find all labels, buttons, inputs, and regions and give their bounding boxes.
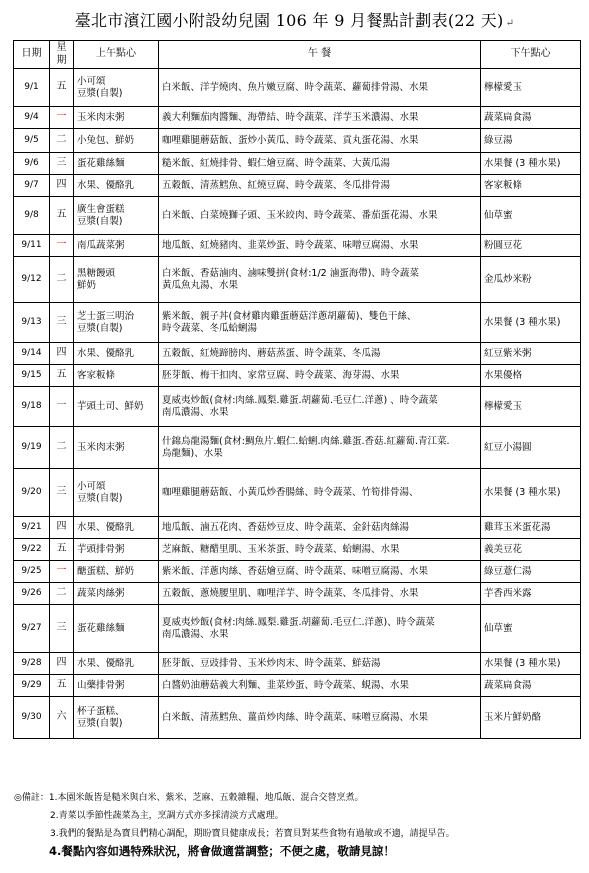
cell-am-snack — [74, 343, 159, 365]
cell-pm-snack — [481, 257, 581, 303]
cell-lunch — [159, 343, 481, 365]
cell-am-snack — [74, 539, 159, 561]
cell-lunch — [159, 675, 481, 697]
cell-lunch-line: 咖哩雞腿蘑菇飯、蛋炒小黃瓜、時令蔬菜、貢丸蛋花湯、水果 — [162, 134, 419, 146]
cell-lunch-line: 白米飯、白菜燒獅子頭、玉米絞肉、時令蔬菜、番茄蛋花湯、水果 — [162, 209, 438, 221]
table-row — [14, 469, 581, 517]
cell-lunch — [159, 539, 481, 561]
table-row — [14, 69, 581, 107]
table-row — [14, 129, 581, 153]
cell-am-snack — [74, 153, 159, 175]
cell-lunch — [159, 583, 481, 605]
table-row — [14, 175, 581, 197]
cell-weekday: 五 — [50, 539, 74, 561]
cell-am-snack-line: 小兔包、鮮奶 — [77, 134, 135, 146]
table-row — [14, 387, 581, 427]
cell-lunch — [159, 387, 481, 427]
table-row — [14, 697, 581, 739]
cell-pm-snack-line: 義美豆花 — [484, 543, 523, 555]
cell-weekday: 六 — [50, 697, 74, 739]
cell-lunch-line: 地瓜飯、滷五花肉、香菇炒豆皮、時令蔬菜、金針菇肉絲湯 — [162, 521, 410, 533]
cell-date: 9/22 — [14, 539, 50, 561]
cell-date: 9/29 — [14, 675, 50, 697]
cell-am-snack — [74, 583, 159, 605]
cell-lunch — [159, 303, 481, 343]
cell-lunch-line: 胚芽飯、豆豉排骨、玉米炒肉末、時令蔬菜、鮮菇湯 — [162, 657, 381, 669]
cell-weekday: 一 — [50, 107, 74, 129]
cell-lunch — [159, 107, 481, 129]
cell-am-snack-line: 小可頌 — [77, 75, 106, 87]
cell-am-snack-line: 豆漿(自製) — [77, 87, 123, 99]
cell-weekday: 一 — [50, 235, 74, 257]
table-row — [14, 343, 581, 365]
cell-lunch-line: 白米飯、清蒸鱈魚、薑苗炒肉絲、時令蔬菜、味噌豆腐湯、水果 — [162, 711, 429, 723]
cell-pm-snack-line: 檸檬愛玉 — [484, 400, 523, 412]
cell-weekday: 二 — [50, 427, 74, 469]
cell-weekday: 五 — [50, 197, 74, 235]
cell-lunch — [159, 469, 481, 517]
cell-date: 9/13 — [14, 303, 50, 343]
note-2: 2.青菜以季節性蔬菜為主，烹調方式亦多採清淡方式處理。 — [50, 811, 284, 822]
cell-am-snack — [74, 561, 159, 583]
cell-date: 9/8 — [14, 197, 50, 235]
table-row — [14, 427, 581, 469]
notes-label: ◎備註： — [14, 793, 49, 803]
cell-weekday: 五 — [50, 365, 74, 387]
cell-date: 9/27 — [14, 605, 50, 653]
cell-am-snack-line: 黑糖饅頭 — [77, 267, 116, 279]
header-weekday: 星期 — [50, 41, 74, 69]
cell-weekday: 三 — [50, 605, 74, 653]
page-title: 臺北市濱江國小附設幼兒園 106 年 9 月餐點計劃表(22 天) ↵ — [74, 11, 515, 30]
header-lunch: 午 餐 — [159, 41, 481, 69]
cell-date: 9/21 — [14, 517, 50, 539]
cell-weekday: 五 — [50, 675, 74, 697]
cell-weekday: 二 — [50, 129, 74, 153]
cell-lunch-line: 五穀飯、清蒸鱈魚、紅燒豆腐、時令蔬菜、冬瓜排骨湯 — [162, 179, 391, 191]
table-row — [14, 605, 581, 653]
cell-pm-snack-line: 雞茸玉米蛋花湯 — [484, 521, 551, 533]
cell-pm-snack — [481, 175, 581, 197]
cell-lunch — [159, 365, 481, 387]
cell-lunch-line: 南瓜濃湯、水果 — [162, 406, 229, 418]
note-1: 1.本園米飯皆是糙米與白米、紫米、芝麻、五穀雜糧、地瓜飯、混合交替烹煮。 — [48, 793, 364, 803]
cell-pm-snack-line: 玉米片鮮奶酪 — [484, 711, 542, 723]
cell-lunch — [159, 197, 481, 235]
cell-pm-snack-line: 客家粄條 — [484, 179, 523, 191]
note-3: 3.我們的餐點是為寶貝們精心調配，期盼寶貝健康成長；若寶貝對某些食物有過敏或不適，請提早告。 — [50, 829, 455, 840]
cell-date: 9/14 — [14, 343, 50, 365]
cell-lunch-line: 夏威夷炒飯(食材:肉絲.鳳梨.雞蛋.胡蘿蔔.毛豆仁.洋蔥) 、時令蔬菜 — [162, 394, 438, 406]
header-date: 日期 — [14, 41, 50, 69]
cell-date: 9/19 — [14, 427, 50, 469]
cell-lunch-line: 白米飯、香菇滷肉、滷味雙拼(食材:1/2 滷蛋海帶)、時令蔬菜 — [162, 267, 419, 279]
cell-am-snack — [74, 129, 159, 153]
cell-am-snack-line: 水果、優酪乳 — [77, 657, 135, 669]
cell-am-snack-line: 水果、優酪乳 — [77, 521, 135, 533]
cell-pm-snack-line: 金瓜炒米粉 — [484, 273, 532, 285]
cell-am-snack-line: 蔬菜肉絲粥 — [77, 587, 125, 599]
cell-pm-snack-line: 水果餐 (3 種水果) — [484, 486, 561, 498]
cell-am-snack — [74, 469, 159, 517]
cell-pm-snack — [481, 365, 581, 387]
cell-am-snack-line: 芋頭排骨粥 — [77, 543, 125, 555]
cell-pm-snack — [481, 197, 581, 235]
cell-date: 9/15 — [14, 365, 50, 387]
cell-lunch-line: 烏龍麵)、水果 — [162, 447, 223, 459]
cell-lunch-line: 地瓜飯、紅燒豬肉、韭菜炒蛋、時令蔬菜、味噌豆腐湯、水果 — [162, 239, 419, 251]
cell-date: 9/25 — [14, 561, 50, 583]
cell-lunch — [159, 427, 481, 469]
cell-am-snack-line: 杯子蛋糕、 — [77, 705, 125, 717]
cell-am-snack-line: 醣蛋糕、鮮奶 — [77, 565, 135, 577]
cell-pm-snack — [481, 675, 581, 697]
cell-date: 9/5 — [14, 129, 50, 153]
cell-am-snack-line: 豆漿(自製) — [77, 492, 123, 504]
cell-weekday: 四 — [50, 175, 74, 197]
cell-am-snack — [74, 517, 159, 539]
cell-pm-snack-line: 水果餐 (3 種水果) — [484, 316, 561, 328]
table-row — [14, 653, 581, 675]
cell-lunch — [159, 561, 481, 583]
cell-lunch-line: 時令蔬菜、冬瓜蛤蜊湯 — [162, 322, 258, 334]
header-pm-snack: 下午點心 — [481, 41, 581, 69]
cell-weekday: 四 — [50, 653, 74, 675]
table-row — [14, 365, 581, 387]
cell-pm-snack — [481, 107, 581, 129]
cell-lunch-line: 胚芽飯、梅干扣肉、家常豆腐、時令蔬菜、海芽湯、水果 — [162, 369, 400, 381]
cell-lunch — [159, 129, 481, 153]
cell-date: 9/30 — [14, 697, 50, 739]
cell-pm-snack — [481, 697, 581, 739]
cell-lunch-line: 白醬奶油蘑菇義大利麵、韭菜炒蛋、時令蔬菜、蜆湯、水果 — [162, 679, 410, 691]
cell-pm-snack-line: 紅豆紫米粥 — [484, 347, 532, 359]
cell-am-snack — [74, 675, 159, 697]
cell-pm-snack — [481, 653, 581, 675]
cell-weekday: 二 — [50, 257, 74, 303]
table-row — [14, 517, 581, 539]
cell-pm-snack — [481, 561, 581, 583]
notes-section — [14, 792, 584, 860]
cell-am-snack-line: 玉米肉末粥 — [77, 111, 125, 123]
cell-am-snack-line: 芝士蛋三明治 — [77, 310, 135, 322]
cell-lunch — [159, 235, 481, 257]
cell-weekday: 一 — [50, 387, 74, 427]
cell-weekday: 三 — [50, 153, 74, 175]
cell-am-snack — [74, 235, 159, 257]
cell-pm-snack-line: 紅豆小湯圓 — [484, 441, 532, 453]
cell-pm-snack-line: 檸檬愛玉 — [484, 81, 523, 93]
cell-am-snack-line: 豆漿(自製) — [77, 215, 123, 227]
cell-pm-snack — [481, 303, 581, 343]
cell-lunch-line: 白米飯、洋芋燒肉、魚片嫩豆腐、時令蔬菜、蘿蔔排骨湯、水果 — [162, 81, 429, 93]
cell-am-snack — [74, 605, 159, 653]
cell-date: 9/11 — [14, 235, 50, 257]
cell-weekday: 二 — [50, 583, 74, 605]
cell-date: 9/28 — [14, 653, 50, 675]
cell-pm-snack — [481, 469, 581, 517]
cell-pm-snack-line: 蔬菜扁食湯 — [484, 111, 532, 123]
cell-am-snack-line: 廣生會蛋糕 — [77, 203, 125, 215]
cell-lunch-line: 芝麻飯、糖醋里肌、玉米茶蛋、時令蔬菜、蛤蜊湯、水果 — [162, 543, 400, 555]
cell-lunch-line: 南瓜濃湯、水果 — [162, 628, 229, 640]
cell-pm-snack — [481, 517, 581, 539]
cell-lunch — [159, 153, 481, 175]
table-row — [14, 257, 581, 303]
cell-am-snack-line: 水果、優酪乳 — [77, 347, 135, 359]
cell-am-snack-line: 鮮奶 — [77, 279, 97, 291]
cell-am-snack — [74, 387, 159, 427]
cell-lunch — [159, 69, 481, 107]
cell-pm-snack-line: 粉圓豆花 — [484, 239, 523, 251]
table-row — [14, 561, 581, 583]
cell-lunch-line: 黃瓜魚丸湯、水果 — [162, 279, 239, 291]
cell-weekday: 四 — [50, 517, 74, 539]
cell-lunch — [159, 697, 481, 739]
table-row — [14, 197, 581, 235]
cell-pm-snack-line: 水果餐 (3 種水果) — [484, 157, 561, 169]
note-4: 4.餐點內容如遇特殊狀況，將會做適當調整；不便之處，敬請見諒！ — [49, 844, 395, 859]
cell-lunch — [159, 605, 481, 653]
cell-lunch-line: 夏威夷炒飯(食材:肉絲.鳳梨.雞蛋.胡蘿蔔.毛豆仁.洋蔥)、時令蔬菜 — [162, 616, 435, 628]
cell-lunch-line: 紫米飯、親子丼(食材雞肉雞蛋蘑菇洋蔥胡蘿蔔)、雙色干絲、 — [162, 310, 417, 322]
cell-am-snack — [74, 175, 159, 197]
cell-pm-snack — [481, 539, 581, 561]
cell-weekday: 五 — [50, 69, 74, 107]
cell-pm-snack — [481, 343, 581, 365]
cell-lunch — [159, 175, 481, 197]
meal-plan-table — [13, 40, 581, 739]
cell-pm-snack-line: 綠豆薏仁湯 — [484, 565, 532, 577]
cell-lunch-line: 義大利麵茄肉醬麵、海帶結、時令蔬菜、洋芋玉米濃湯、水果 — [162, 111, 419, 123]
table-row — [14, 583, 581, 605]
cell-weekday: 四 — [50, 343, 74, 365]
cell-lunch-line: 五穀飯、蔥燒腰里肌、咖哩洋芋、時令蔬菜、冬瓜排骨、水果 — [162, 587, 419, 599]
cell-am-snack-line: 豆漿(自製) — [77, 322, 123, 334]
cell-am-snack-line: 小可頌 — [77, 480, 106, 492]
cell-am-snack — [74, 303, 159, 343]
table-row — [14, 107, 581, 129]
paragraph-mark: ↵ — [505, 18, 515, 29]
table-row — [14, 153, 581, 175]
cell-date: 9/20 — [14, 469, 50, 517]
cell-lunch-line: 紫米飯、洋蔥肉絲、香菇燴豆腐、時令蔬菜、味噌豆腐湯、水果 — [162, 565, 429, 577]
cell-lunch-line: 糙米飯、紅燒排骨、蝦仁燴豆腐、時令蔬菜、大黃瓜湯 — [162, 157, 391, 169]
cell-lunch — [159, 653, 481, 675]
cell-lunch — [159, 517, 481, 539]
cell-am-snack-line: 豆漿(自製) — [77, 717, 123, 729]
cell-date: 9/12 — [14, 257, 50, 303]
cell-weekday: 三 — [50, 303, 74, 343]
cell-weekday: 三 — [50, 469, 74, 517]
header-am-snack: 上午點心 — [74, 41, 159, 69]
cell-am-snack-line: 山藥排骨粥 — [77, 679, 125, 691]
cell-pm-snack — [481, 427, 581, 469]
cell-pm-snack — [481, 387, 581, 427]
cell-pm-snack-line: 仙草蜜 — [484, 209, 513, 221]
cell-pm-snack — [481, 129, 581, 153]
cell-am-snack — [74, 653, 159, 675]
cell-am-snack — [74, 697, 159, 739]
cell-pm-snack — [481, 235, 581, 257]
cell-am-snack — [74, 365, 159, 387]
cell-date: 9/7 — [14, 175, 50, 197]
cell-date: 9/1 — [14, 69, 50, 107]
cell-lunch-line: 五穀飯、紅燒蹄膀肉、蘑菇蒸蛋、時令蔬菜、冬瓜湯 — [162, 347, 381, 359]
cell-am-snack-line: 水果、優酪乳 — [77, 179, 135, 191]
cell-date: 9/18 — [14, 387, 50, 427]
table-row — [14, 235, 581, 257]
cell-date: 9/4 — [14, 107, 50, 129]
cell-pm-snack-line: 綠豆湯 — [484, 134, 513, 146]
cell-pm-snack-line: 蔬菜扁食湯 — [484, 679, 532, 691]
cell-pm-snack — [481, 583, 581, 605]
table-row — [14, 675, 581, 697]
cell-pm-snack-line: 芋香西米露 — [484, 587, 532, 599]
table-row — [14, 303, 581, 343]
cell-weekday: 一 — [50, 561, 74, 583]
cell-date: 9/26 — [14, 583, 50, 605]
cell-lunch — [159, 257, 481, 303]
cell-pm-snack-line: 水果餐 (3 種水果) — [484, 657, 561, 669]
cell-am-snack-line: 南瓜蔬菜粥 — [77, 239, 125, 251]
cell-pm-snack-line: 仙草蜜 — [484, 622, 513, 634]
table-row — [14, 539, 581, 561]
cell-pm-snack — [481, 69, 581, 107]
cell-lunch-line: 什錦烏龍湯麵(食材:鯛魚片.蝦仁.蛤蜊.肉絲.雞蛋.香菇.紅蘿蔔.青江菜. — [162, 435, 450, 447]
cell-pm-snack — [481, 153, 581, 175]
cell-am-snack-line: 玉米肉末粥 — [77, 441, 125, 453]
table-header-row — [14, 41, 581, 69]
cell-date: 9/6 — [14, 153, 50, 175]
cell-am-snack — [74, 197, 159, 235]
cell-pm-snack-line: 水果優格 — [484, 369, 523, 381]
cell-am-snack-line: 客家粄條 — [77, 369, 116, 381]
cell-am-snack-line: 蛋花雞絲麵 — [77, 157, 125, 169]
cell-am-snack-line: 蛋花雞絲麵 — [77, 622, 125, 634]
cell-pm-snack — [481, 605, 581, 653]
cell-am-snack — [74, 69, 159, 107]
cell-am-snack — [74, 257, 159, 303]
cell-am-snack-line: 芋頭土司、鮮奶 — [77, 400, 144, 412]
cell-am-snack — [74, 107, 159, 129]
cell-lunch-line: 咖哩雞腿蘑菇飯、小黃瓜炒香腸絲、時令蔬菜、竹筍排骨湯、 — [162, 486, 419, 498]
cell-am-snack — [74, 427, 159, 469]
